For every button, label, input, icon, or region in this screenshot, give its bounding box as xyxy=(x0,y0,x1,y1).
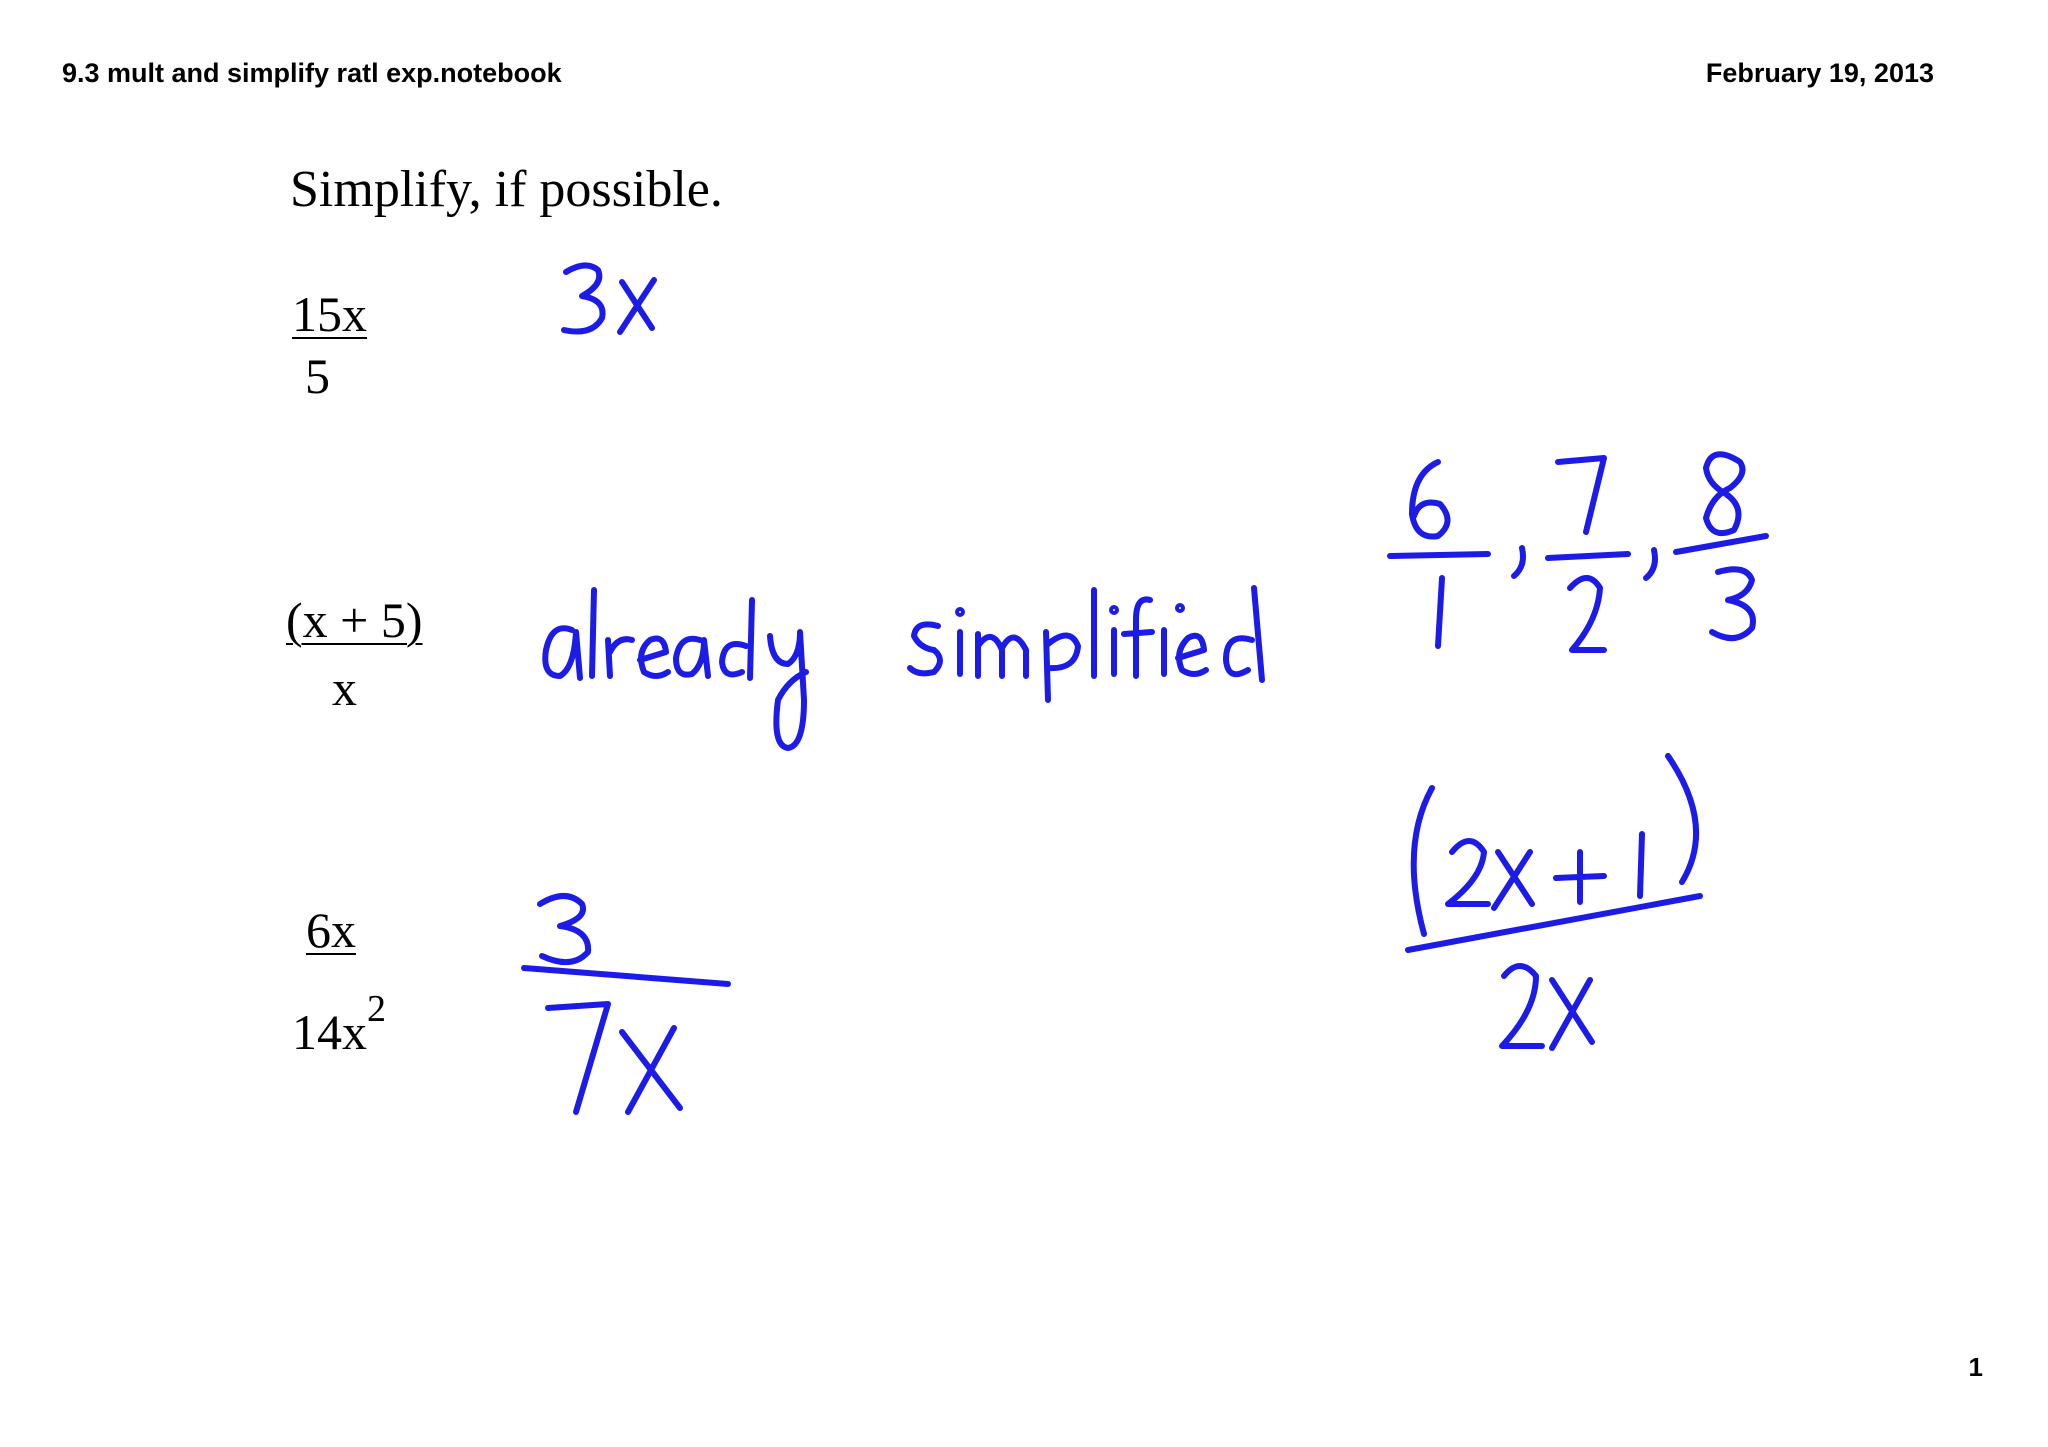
problem-1-numerator: 15x xyxy=(292,286,367,342)
handwritten-answer-3x xyxy=(564,265,654,332)
problem-3-denominator-base: 14x xyxy=(292,1004,367,1060)
page-date: February 19, 2013 xyxy=(1705,58,1934,88)
handwritten-answer-3-over-7x xyxy=(524,896,728,1112)
handwritten-expression xyxy=(1408,756,1700,1048)
instruction-text: Simplify, if possible. xyxy=(290,161,723,218)
problem-3-numerator: 6x xyxy=(306,902,356,958)
page-number: 1 xyxy=(1968,1352,1983,1382)
problem-2-denominator: x xyxy=(332,660,357,716)
problem-3-denominator-exponent: 2 xyxy=(367,988,386,1030)
handwritten-fractions xyxy=(1390,454,1766,650)
handwritten-already-simplified xyxy=(545,588,1262,748)
problem-2-numerator: (x + 5) xyxy=(286,592,423,648)
problem-1-denominator: 5 xyxy=(305,348,330,404)
notebook-title: 9.3 mult and simplify ratl exp.notebook xyxy=(62,58,562,88)
